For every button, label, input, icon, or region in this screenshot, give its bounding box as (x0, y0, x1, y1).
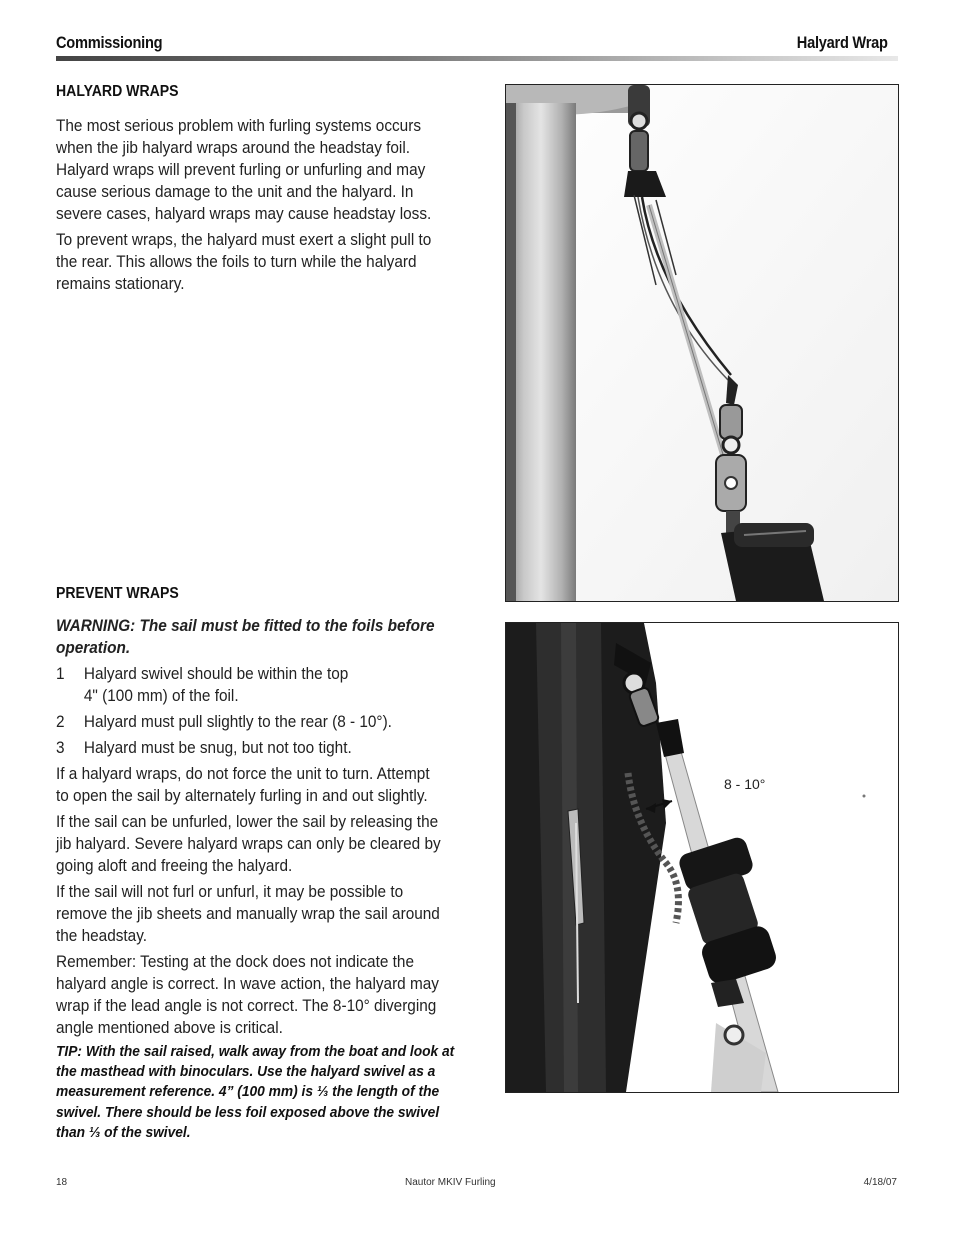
list-item (56, 663, 447, 707)
warning-text: WARNING: The sail must be fitted to the foils before operation. (56, 617, 435, 657)
swivel-angle-illustration (506, 623, 898, 1092)
paragraph: If a halyard wraps, do not force the unit to turn. Attempt to open the sail by alternately furling in and out slightly. (56, 765, 430, 805)
tip-text: TIP: With the sail raised, walk away from the boat and look at the masthead with binoculars. Use the halyard swivel as a measurement reference. 4” (100 mm) is ⅓ the length of the swivel. There should be less foil exposed above the swivel than ⅓ of the swivel. (56, 1044, 455, 1141)
angle-callout-label: 8 - 10° (724, 776, 766, 792)
header-section-title: Commissioning (56, 33, 163, 52)
list-text: Halyard swivel should be within the top 4" (100 mm) of the foil. (83, 665, 349, 705)
paragraph: To prevent wraps, the halyard must exert a slight pull to the rear. This allows the foils to turn while the halyard remains stationary. (56, 231, 432, 293)
paragraph: The most serious problem with furling systems occurs when the jib halyard wraps around the headstay foil. Halyard wraps will prevent furling or unfurling and may cause serious damage to the unit and the halyard. In severe cases, halyard wraps may cause headstay loss. (56, 117, 432, 223)
footer-page-number: 18 (56, 1177, 68, 1188)
halyard-wraps-body (56, 115, 447, 299)
list-number: 1 (56, 665, 65, 683)
header-rule (56, 56, 898, 61)
list-item (56, 711, 447, 733)
list-item (56, 737, 447, 759)
swivel-angle-photo (505, 622, 899, 1093)
heading-halyard-wraps: HALYARD WRAPS (56, 83, 179, 100)
masthead-photo-illustration (506, 85, 898, 601)
heading-prevent-wraps: PREVENT WRAPS (56, 585, 179, 602)
list-number: 3 (56, 739, 65, 757)
paragraph: Remember: Testing at the dock does not indicate the halyard angle is correct. In wave action, the halyard may wrap if the lead angle is not correct. The 8-10° diverging angle mentioned above is critical. (56, 953, 439, 1037)
list-text: Halyard must pull slightly to the rear (8 - 10°). (83, 713, 392, 731)
prevent-wraps-body (56, 615, 447, 1043)
paragraph: If the sail will not furl or unfurl, it may be possible to remove the jib sheets and manually wrap the sail around the headstay. (56, 883, 440, 945)
masthead-photo (505, 84, 899, 602)
paragraph: If the sail can be unfurled, lower the sail by releasing the jib halyard. Severe halyard wraps can only be cleared by going aloft and freeing the halyard. (56, 813, 441, 875)
list-text: Halyard must be snug, but not too tight. (83, 739, 352, 757)
footer-date: 4/18/07 (863, 1177, 897, 1188)
footer-document-title: Nautor MKIV Furling (405, 1177, 496, 1188)
list-number: 2 (56, 713, 65, 731)
header-topic-title: Halyard Wrap (797, 33, 888, 52)
